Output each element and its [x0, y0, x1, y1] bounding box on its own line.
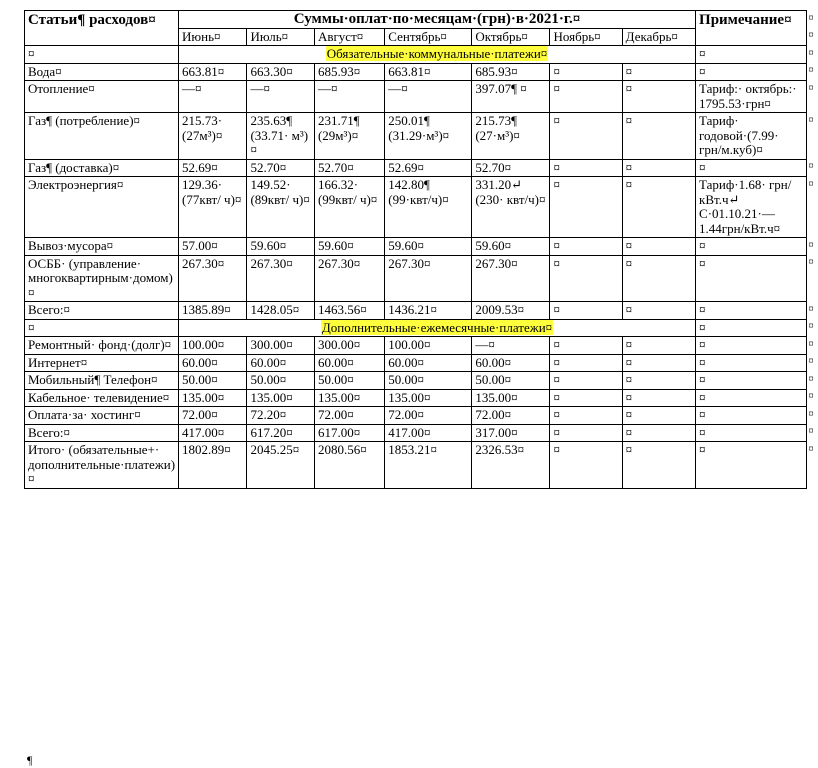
month-header[interactable]: Декабрь¤	[622, 28, 695, 46]
row-end-mark: ¤	[806, 319, 818, 337]
value-cell[interactable]: 267.30¤	[385, 255, 472, 302]
note-cell[interactable]: ¤	[696, 63, 807, 81]
value-cell[interactable]: ¤	[550, 337, 622, 355]
value-cell[interactable]: 267.30¤	[179, 255, 247, 302]
value-cell[interactable]: 331.20↵ (230· квт/ч)¤	[472, 177, 550, 238]
value-cell[interactable]: 663.30¤	[247, 63, 314, 81]
row-end-mark: ¤	[806, 159, 818, 177]
value-cell[interactable]: 617.00¤	[314, 424, 384, 442]
value-cell[interactable]: 52.70¤	[247, 159, 314, 177]
value-cell[interactable]: ¤	[622, 407, 695, 425]
table-row	[25, 81, 818, 113]
value-cell[interactable]: —¤	[179, 81, 247, 113]
table-row	[25, 302, 818, 320]
item-name-cell[interactable]: Ремонтный· фонд·(долг)¤	[25, 337, 179, 355]
highlighted-section-title: Обязательные·коммунальные·платежи¤	[326, 46, 548, 61]
section-title[interactable]	[179, 46, 696, 64]
section-row	[25, 319, 818, 337]
value-cell[interactable]: 59.60¤	[247, 238, 314, 256]
table-row	[25, 407, 818, 425]
value-cell[interactable]: 2080.56¤	[314, 442, 384, 489]
value-cell[interactable]: ¤	[550, 372, 622, 390]
table-row	[25, 255, 818, 302]
value-cell[interactable]: 135.00¤	[385, 389, 472, 407]
table-row	[25, 238, 818, 256]
note-cell[interactable]: ¤	[696, 407, 807, 425]
month-header[interactable]: Сентябрь¤	[385, 28, 472, 46]
item-name-cell[interactable]: Вывоз·мусора¤	[25, 238, 179, 256]
value-cell[interactable]: 317.00¤	[472, 424, 550, 442]
month-header[interactable]: Октябрь¤	[472, 28, 550, 46]
month-header[interactable]: Август¤	[314, 28, 384, 46]
value-cell[interactable]: 72.00¤	[179, 407, 247, 425]
value-cell[interactable]: 417.00¤	[179, 424, 247, 442]
highlighted-section-title: Дополнительные·ежемесячные·платежи¤	[321, 319, 553, 335]
item-name-cell[interactable]: Отопление¤	[25, 81, 179, 113]
empty-cell[interactable]: ¤	[25, 319, 179, 337]
value-cell[interactable]: ¤	[622, 113, 695, 160]
value-cell[interactable]: —¤	[314, 81, 384, 113]
value-cell[interactable]: 2009.53¤	[472, 302, 550, 320]
row-end-mark: ¤	[806, 63, 818, 81]
value-cell[interactable]: ¤	[550, 63, 622, 81]
value-cell[interactable]: ¤	[550, 177, 622, 238]
note-cell[interactable]: ¤	[696, 46, 807, 64]
value-cell[interactable]: 215.73¶ (27·м³)¤	[472, 113, 550, 160]
value-cell[interactable]: 2045.25¤	[247, 442, 314, 489]
value-cell[interactable]: 100.00¤	[385, 337, 472, 355]
value-cell[interactable]: ¤	[550, 389, 622, 407]
value-cell[interactable]: 417.00¤	[385, 424, 472, 442]
value-cell[interactable]: ¤	[622, 81, 695, 113]
value-cell[interactable]: ¤	[550, 159, 622, 177]
note-cell[interactable]: ¤	[696, 255, 807, 302]
value-cell[interactable]: ¤	[550, 442, 622, 489]
item-name-cell[interactable]: Кабельное· телевидение¤	[25, 389, 179, 407]
section-title[interactable]	[179, 319, 696, 337]
item-name-cell[interactable]: Итого· (обязательные+· дополнительные·платежи)¤	[25, 442, 179, 489]
row-end-mark: ¤	[806, 354, 818, 372]
value-cell[interactable]: 663.81¤	[385, 63, 472, 81]
note-cell[interactable]: ¤	[696, 302, 807, 320]
table-body	[25, 46, 818, 489]
item-name-cell[interactable]: Газ¶ (потребление)¤	[25, 113, 179, 160]
row-end-mark: ¤	[806, 255, 818, 302]
value-cell[interactable]: 397.07¶ ¤	[472, 81, 550, 113]
value-cell[interactable]: ¤	[622, 354, 695, 372]
value-cell[interactable]: ¤	[622, 337, 695, 355]
table-row	[25, 354, 818, 372]
header-row	[25, 11, 818, 29]
table-row	[25, 442, 818, 489]
row-end-mark: ¤	[806, 389, 818, 407]
table-row	[25, 389, 818, 407]
value-cell[interactable]: 149.52· (89квт/ ч)¤	[247, 177, 314, 238]
note-cell[interactable]: ¤	[696, 319, 807, 337]
row-end-mark: ¤	[806, 442, 818, 489]
value-cell[interactable]: ¤	[622, 177, 695, 238]
value-cell[interactable]: 52.69¤	[385, 159, 472, 177]
note-cell[interactable]: ¤	[696, 372, 807, 390]
value-cell[interactable]: ¤	[550, 238, 622, 256]
value-cell[interactable]: 135.00¤	[472, 389, 550, 407]
note-cell[interactable]: Тариф·1.68· грн/кВт.ч↵ С·01.10.21·— 1.44грн/кВт.ч¤	[696, 177, 807, 238]
row-end-mark: ¤	[806, 113, 818, 160]
value-cell[interactable]: —¤	[472, 337, 550, 355]
expenses-table	[24, 10, 818, 489]
value-cell[interactable]: 72.00¤	[314, 407, 384, 425]
value-cell[interactable]: ¤	[622, 159, 695, 177]
value-cell[interactable]: 50.00¤	[247, 372, 314, 390]
table-row	[25, 113, 818, 160]
table-row	[25, 159, 818, 177]
row-end-mark: ¤	[806, 407, 818, 425]
value-cell[interactable]: —¤	[385, 81, 472, 113]
sum-header[interactable]: Суммы·оплат·по·месяцам·(грн)·в·2021·г.¤	[179, 11, 696, 29]
row-end-mark: ¤	[806, 337, 818, 355]
value-cell[interactable]: ¤	[622, 424, 695, 442]
row-end-mark: ¤	[806, 372, 818, 390]
value-cell[interactable]: 72.00¤	[385, 407, 472, 425]
note-cell[interactable]: ¤	[696, 442, 807, 489]
value-cell[interactable]: 685.93¤	[472, 63, 550, 81]
value-cell[interactable]: ¤	[622, 63, 695, 81]
value-cell[interactable]: 50.00¤	[179, 372, 247, 390]
value-cell[interactable]: 1802.89¤	[179, 442, 247, 489]
value-cell[interactable]: 60.00¤	[179, 354, 247, 372]
value-cell[interactable]: 135.00¤	[247, 389, 314, 407]
value-cell[interactable]: 250.01¶ (31.29·м³)¤	[385, 113, 472, 160]
value-cell[interactable]: 1436.21¤	[385, 302, 472, 320]
value-cell[interactable]: ¤	[622, 302, 695, 320]
value-cell[interactable]: 59.60¤	[314, 238, 384, 256]
items-header[interactable]: Статьи¶ расходов¤	[25, 11, 179, 46]
value-cell[interactable]: ¤	[550, 255, 622, 302]
item-name-cell[interactable]: Электроэнергия¤	[25, 177, 179, 238]
value-cell[interactable]: 50.00¤	[314, 372, 384, 390]
value-cell[interactable]: ¤	[622, 255, 695, 302]
value-cell[interactable]: 166.32· (99квт/ ч)¤	[314, 177, 384, 238]
row-end-mark: ¤	[806, 81, 818, 113]
value-cell[interactable]: ¤	[622, 238, 695, 256]
value-cell[interactable]: 1428.05¤	[247, 302, 314, 320]
value-cell[interactable]: ¤	[622, 372, 695, 390]
value-cell[interactable]: 52.70¤	[472, 159, 550, 177]
value-cell[interactable]: 60.00¤	[247, 354, 314, 372]
value-cell[interactable]: 235.63¶ (33.71· м³)¤	[247, 113, 314, 160]
item-name-cell[interactable]: Интернет¤	[25, 354, 179, 372]
row-end-mark: ¤	[806, 238, 818, 256]
item-name-cell[interactable]: ОСББ· (управление· многоквартирным·домом)¤	[25, 255, 179, 302]
month-header[interactable]: Июнь¤	[179, 28, 247, 46]
item-name-cell[interactable]: Оплата·за· хостинг¤	[25, 407, 179, 425]
value-cell[interactable]: 267.30¤	[472, 255, 550, 302]
empty-cell[interactable]: ¤	[25, 46, 179, 64]
value-cell[interactable]: 60.00¤	[385, 354, 472, 372]
value-cell[interactable]: 1385.89¤	[179, 302, 247, 320]
row-end-mark: ¤	[806, 424, 818, 442]
item-name-cell[interactable]: Всего:¤	[25, 424, 179, 442]
item-name-cell[interactable]: Мобильный¶ Телефон¤	[25, 372, 179, 390]
item-name-cell[interactable]: Вода¤	[25, 63, 179, 81]
value-cell[interactable]: 663.81¤	[179, 63, 247, 81]
row-end-mark: ¤	[806, 46, 818, 64]
table-row	[25, 63, 818, 81]
value-cell[interactable]: 231.71¶ (29м³)¤	[314, 113, 384, 160]
value-cell[interactable]: 59.60¤	[385, 238, 472, 256]
value-cell[interactable]: 50.00¤	[472, 372, 550, 390]
value-cell[interactable]: 300.00¤	[314, 337, 384, 355]
value-cell[interactable]: ¤	[550, 113, 622, 160]
table-row	[25, 337, 818, 355]
table-row	[25, 372, 818, 390]
item-name-cell[interactable]: Газ¶ (доставка)¤	[25, 159, 179, 177]
value-cell[interactable]: 52.70¤	[314, 159, 384, 177]
value-cell[interactable]: 300.00¤	[247, 337, 314, 355]
value-cell[interactable]: 100.00¤	[179, 337, 247, 355]
value-cell[interactable]: 142.80¶ (99·квт/ч)¤	[385, 177, 472, 238]
item-name-cell[interactable]: Всего:¤	[25, 302, 179, 320]
note-cell[interactable]: Тариф:· октябрь:· 1795.53·грн¤	[696, 81, 807, 113]
value-cell[interactable]: 135.00¤	[179, 389, 247, 407]
value-cell[interactable]: 72.00¤	[472, 407, 550, 425]
note-cell[interactable]: ¤	[696, 389, 807, 407]
section-row	[25, 46, 818, 64]
value-cell[interactable]: ¤	[550, 407, 622, 425]
value-cell[interactable]: ¤	[550, 81, 622, 113]
table-row	[25, 424, 818, 442]
value-cell[interactable]: 135.00¤	[314, 389, 384, 407]
value-cell[interactable]: —¤	[247, 81, 314, 113]
row-end-mark: ¤	[806, 177, 818, 238]
value-cell[interactable]: 267.30¤	[314, 255, 384, 302]
row-end-mark: ¤	[806, 28, 818, 46]
value-cell[interactable]: 2326.53¤	[472, 442, 550, 489]
value-cell[interactable]: 1853.21¤	[385, 442, 472, 489]
value-cell[interactable]: 60.00¤	[314, 354, 384, 372]
value-cell[interactable]: 59.60¤	[472, 238, 550, 256]
value-cell[interactable]: 129.36· (77квт/ ч)¤	[179, 177, 247, 238]
note-cell[interactable]: ¤	[696, 337, 807, 355]
value-cell[interactable]: 1463.56¤	[314, 302, 384, 320]
paragraph-mark: ¶	[27, 753, 33, 767]
value-cell[interactable]: 50.00¤	[385, 372, 472, 390]
value-cell[interactable]: ¤	[550, 354, 622, 372]
value-cell[interactable]: 267.30¤	[247, 255, 314, 302]
note-header[interactable]: Примечание¤	[696, 11, 807, 46]
value-cell[interactable]: 215.73· (27м³)¤	[179, 113, 247, 160]
row-end-mark: ¤	[806, 302, 818, 320]
value-cell[interactable]: ¤	[622, 442, 695, 489]
row-end-mark: ¤	[806, 11, 818, 29]
note-cell[interactable]: ¤	[696, 424, 807, 442]
note-cell[interactable]: ¤	[696, 159, 807, 177]
note-cell[interactable]: ¤	[696, 354, 807, 372]
value-cell[interactable]: 72.20¤	[247, 407, 314, 425]
table-row	[25, 177, 818, 238]
value-cell[interactable]: 685.93¤	[314, 63, 384, 81]
value-cell[interactable]: ¤	[550, 424, 622, 442]
value-cell[interactable]: ¤	[550, 302, 622, 320]
value-cell[interactable]: 52.69¤	[179, 159, 247, 177]
value-cell[interactable]: 60.00¤	[472, 354, 550, 372]
month-header[interactable]: Июль¤	[247, 28, 314, 46]
value-cell[interactable]: 617.20¤	[247, 424, 314, 442]
month-header[interactable]: Ноябрь¤	[550, 28, 622, 46]
value-cell[interactable]: 57.00¤	[179, 238, 247, 256]
value-cell[interactable]: ¤	[622, 389, 695, 407]
note-cell[interactable]: Тариф· годовой·(7.99· грн/м.куб)¤	[696, 113, 807, 160]
note-cell[interactable]: ¤	[696, 238, 807, 256]
